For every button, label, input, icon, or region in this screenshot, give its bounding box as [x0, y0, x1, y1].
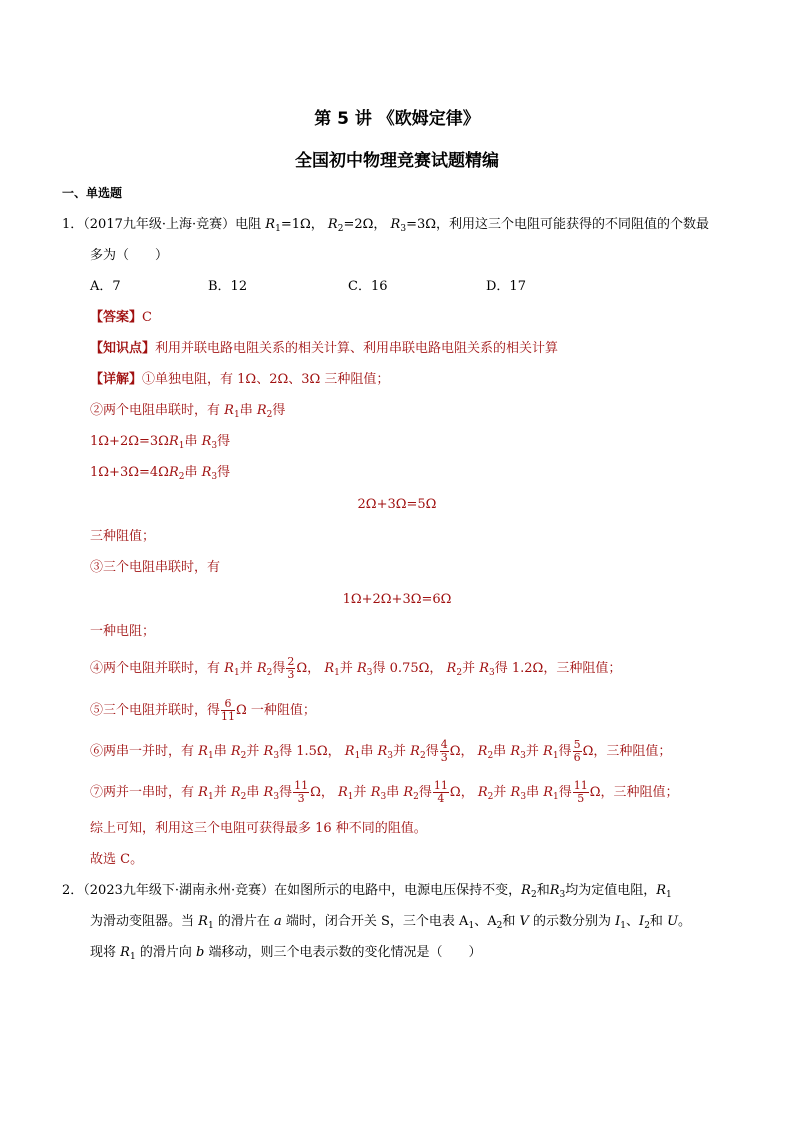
fraction: $\frac{6}{11}$ [221, 697, 236, 723]
option-a: A．7 [90, 279, 121, 294]
detail-line-7: ③三个电阻串联时，有 [90, 560, 221, 575]
detail-line-4: $1\Omega+3\Omega=4\Omega R_2$串 $R_3$得 [90, 465, 231, 482]
lecture-title: 第 5 讲 《欧姆定律》 [314, 109, 480, 129]
fraction: $\frac{11}{5}$ [573, 779, 588, 805]
collection-title: 全国初中物理竞赛试题精编 [295, 151, 499, 171]
detail-line-12: ⑥两串一并时，有 $R_1$串 $R_2$并 $R_3$得 1.5Ω， $R_1$串 $R_3$并 $R_2$得 $\frac{4}{3}$ Ω， $R_2$串 $R_3$并 $R_1$得 $\frac{5}{6}$ Ω，三种阻值； [90, 738, 672, 764]
question-source: （2017九年级·上海·竞赛） [83, 217, 236, 232]
fraction: $\frac{4}{3}$ [440, 738, 448, 764]
detail-line-9: 一种电阻； [90, 624, 156, 639]
detail-line-10: ④两个电阻并联时，有 $R_1$并 $R_2$得 $\frac{2}{3}$ Ω， $R_1$并 $R_3$得 0.75Ω， $R_2$并 $R_3$得 1.2Ω，三种阻值； [90, 655, 622, 681]
option-b: B．12 [208, 279, 248, 294]
question-2-line-1: 2．（2023九年级下·湖南永州·竞赛）在如图所示的电路中，电源电压保持不变，$R_2$和$R_3$均为定值电阻，$R_1$ [62, 883, 672, 900]
question-number: 1． [62, 217, 84, 232]
detail-line-15: 故选 C。 [90, 852, 144, 867]
detail-line-6: 三种阻值； [90, 529, 156, 544]
detail-label: 【详解】 [90, 372, 143, 387]
knowledge-value: 利用并联电路电阻关系的相关计算、利用串联电路电阻关系的相关计算 [155, 341, 559, 356]
answer-line [90, 309, 152, 327]
question-1-line-2: 多为（ ） [90, 248, 169, 263]
detail-line-14: 综上可知，利用这三个电阻可获得最多 16 种不同的阻值。 [90, 821, 427, 836]
question-2-line-2: 为滑动变阻器。当 $R_1$ 的滑片在 a 端时，闭合开关 S，三个电表 $A_1$、$A_2$和 V 的示数分别为 $I_1$、$I_2$和 U。 [90, 914, 692, 931]
detail-line-13: ⑦两并一串时，有 $R_1$并 $R_2$串 $R_3$得 $\frac{11}{3}$ Ω， $R_1$并 $R_3$串 $R_2$得 $\frac{11}{4}$ Ω， $R_2$并 $R_3$串 $R_1$得 $\frac{11}{5}$ Ω，三种阻值； [90, 779, 679, 805]
question-number: 2． [62, 883, 84, 898]
question-2-line-3: 现将 $R_1$ 的滑片向 b 端移动，则三个电表示数的变化情况是（ ） [90, 945, 482, 962]
detail-line-11: ⑤三个电阻并联时，得 $\frac{6}{11}$ Ω 一种阻值； [90, 697, 316, 723]
detail-line-3: $1\Omega+2\Omega=3\Omega R_1$串 $R_3$得 [90, 434, 231, 451]
knowledge-line [90, 340, 558, 358]
section-heading: 一、单选题 [62, 186, 123, 200]
detail-line-1: 【详解】①单独电阻，有 1Ω、2Ω、3Ω 三种阻值； [90, 372, 390, 387]
detail-equation-1: 2Ω+3Ω=5Ω [357, 497, 437, 512]
fraction: $\frac{11}{4}$ [433, 779, 448, 805]
detail-line-2: ②两个电阻串联时，有 $R_1$串 $R_2$得 [90, 403, 286, 420]
detail-equation-2: 1Ω+2Ω+3Ω=6Ω [342, 592, 452, 607]
option-d: D．17 [486, 279, 526, 294]
answer-label: 【答案】 [90, 310, 143, 325]
fraction: $\frac{5}{6}$ [573, 738, 581, 764]
fraction: $\frac{11}{3}$ [294, 779, 309, 805]
option-c: C．16 [348, 279, 388, 294]
fraction: $\frac{2}{3}$ [287, 655, 295, 681]
question-source: （2023九年级下·湖南永州·竞赛） [83, 883, 275, 898]
knowledge-label: 【知识点】 [90, 341, 156, 356]
answer-value: C [142, 310, 152, 325]
question-1-line-1: 1．（2017九年级·上海·竞赛）电阻 $R_1=1\Omega$， $R_2=2\Omega$， $R_3=3\Omega$，利用这三个电阻可能获得的不同阻值的个数最 [62, 217, 710, 234]
